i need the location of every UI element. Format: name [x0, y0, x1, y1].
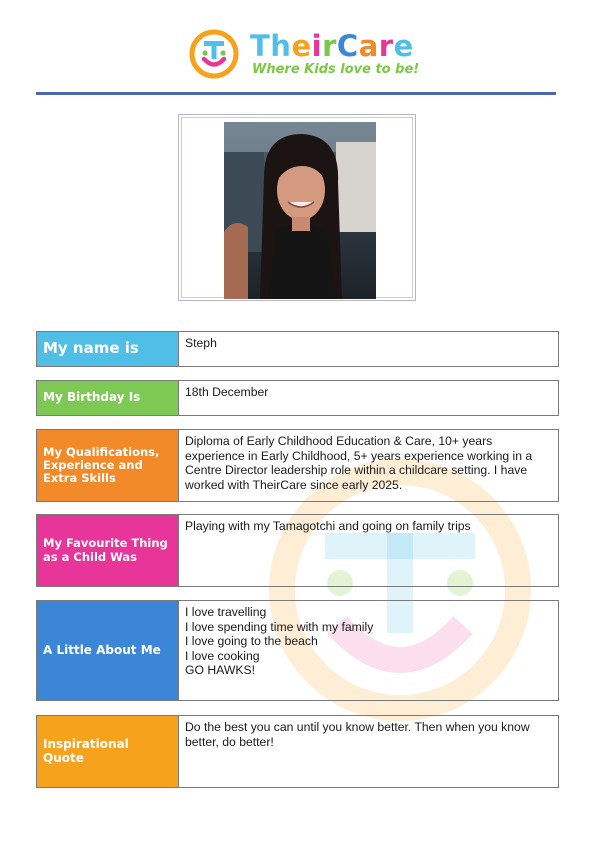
row-value-qualifications: Diploma of Early Childhood Education & Care, 10+ years experience in Early Childhood, 5+ years experience working in a Centre Director leadership role within a childcare setting. I have worked with TheirCare since early 2025. — [178, 430, 558, 501]
row-favourite — [36, 514, 559, 587]
brand-letter: C — [336, 29, 359, 63]
about-line: GO HAWKS! — [185, 663, 255, 678]
about-line: I love going to the beach — [185, 634, 318, 649]
brand-letter: r — [378, 29, 394, 63]
about-line: I love travelling — [185, 605, 267, 619]
row-value-quote: Do the best you can until you know better. Then when you know better, do better! — [178, 716, 558, 787]
brand-letter: r — [322, 29, 337, 63]
row-label-quote: Inspirational Quote — [37, 716, 178, 787]
brand-letter: i — [311, 29, 323, 63]
brand-letter: e — [291, 29, 312, 63]
row-value-birthday: 18th December — [178, 381, 558, 415]
row-label-qualifications: My Qualifications, Experience and Extra Skills — [37, 430, 178, 501]
row-value-about — [178, 601, 558, 700]
row-label-name: My name is — [37, 332, 178, 366]
row-value-favourite: Playing with my Tamagotchi and going on family trips — [178, 515, 558, 586]
row-value-name: Steph — [178, 332, 558, 366]
brand-name — [250, 30, 414, 62]
row-name — [36, 331, 559, 367]
about-line: I love cooking — [185, 648, 260, 663]
row-birthday — [36, 380, 559, 416]
row-quote — [36, 715, 559, 788]
brand-letter: T — [250, 29, 271, 63]
row-qualifications — [36, 429, 559, 502]
brand-tagline: Where Kids love to be! — [252, 62, 420, 77]
smiley-t-logo-icon — [188, 28, 240, 80]
brand-letter: a — [358, 29, 379, 63]
brand-letter: e — [393, 29, 414, 63]
row-about — [36, 600, 559, 701]
theircare-logo — [188, 28, 418, 82]
profile-photo — [224, 122, 376, 299]
photo-frame — [178, 114, 416, 301]
brand-letter: h — [270, 29, 292, 63]
row-label-birthday: My Birthday Is — [37, 381, 178, 415]
header-divider — [36, 92, 556, 95]
about-line: I love spending time with my family — [185, 619, 374, 634]
row-label-about: A Little About Me — [37, 601, 178, 700]
row-label-favourite: My Favourite Thing as a Child Was — [37, 515, 178, 586]
